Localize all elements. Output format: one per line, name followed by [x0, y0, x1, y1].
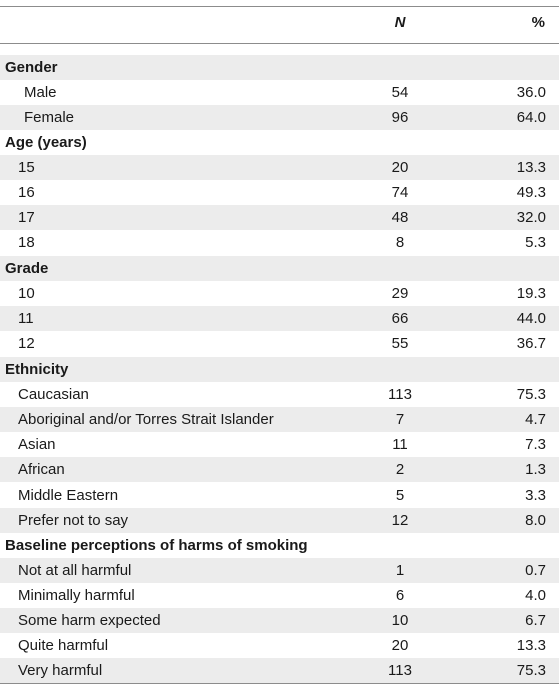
row-percent: 19.3	[516, 285, 546, 302]
section-header-row	[0, 55, 559, 80]
section-header-row	[0, 357, 559, 382]
table-row	[0, 281, 559, 306]
row-n: 55	[391, 335, 409, 352]
row-percent: 0.7	[525, 562, 546, 579]
row-percent: 49.3	[516, 184, 546, 201]
table-row	[0, 432, 559, 457]
row-label: 16	[18, 184, 35, 201]
row-percent: 36.0	[516, 84, 546, 101]
row-percent: 5.3	[525, 234, 546, 251]
row-percent: 4.7	[525, 411, 546, 428]
row-label: Asian	[18, 436, 56, 453]
row-label: Not at all harmful	[18, 562, 132, 579]
table-row	[0, 306, 559, 331]
row-percent: 75.3	[516, 662, 546, 679]
table-row	[0, 608, 559, 633]
table-row	[0, 80, 559, 105]
table-row	[0, 558, 559, 583]
table-row	[0, 180, 559, 205]
column-header-n: N	[394, 14, 406, 31]
row-label: Prefer not to say	[18, 512, 129, 529]
row-n: 96	[391, 109, 409, 126]
table-header-rule	[0, 43, 559, 44]
row-n: 48	[391, 209, 409, 226]
table-row	[0, 457, 559, 482]
table-row	[0, 155, 559, 180]
table-row	[0, 508, 559, 533]
row-label: 18	[18, 234, 35, 251]
row-n: 1	[395, 562, 405, 579]
section-header-row	[0, 256, 559, 281]
table-row	[0, 230, 559, 255]
table-top-rule	[0, 6, 559, 7]
table-row	[0, 407, 559, 432]
row-label: Caucasian	[18, 386, 89, 403]
row-n: 29	[391, 285, 409, 302]
section-title: Ethnicity	[5, 361, 69, 378]
table-row	[0, 382, 559, 407]
row-percent: 1.3	[525, 461, 546, 478]
row-n: 7	[395, 411, 405, 428]
row-n: 8	[395, 234, 405, 251]
table-row	[0, 633, 559, 658]
row-percent: 13.3	[516, 637, 546, 654]
row-n: 113	[388, 662, 412, 679]
section-header-row	[0, 130, 559, 155]
column-header-percent: %	[531, 14, 545, 31]
row-percent: 64.0	[516, 109, 546, 126]
row-n: 113	[388, 386, 412, 403]
row-n: 5	[395, 487, 405, 504]
row-label: 15	[18, 159, 35, 176]
section-title: Baseline perceptions of harms of smoking	[5, 537, 308, 554]
row-label: Male	[24, 84, 57, 101]
row-percent: 7.3	[525, 436, 546, 453]
row-label: African	[18, 461, 65, 478]
row-label: 10	[18, 285, 35, 302]
row-label: Very harmful	[18, 662, 103, 679]
row-n: 74	[391, 184, 409, 201]
table-row	[0, 105, 559, 130]
row-percent: 75.3	[516, 386, 546, 403]
table-bottom-rule	[0, 683, 559, 684]
row-n: 20	[391, 159, 409, 176]
row-n: 6	[395, 587, 405, 604]
table-row	[0, 205, 559, 230]
row-label: Some harm expected	[18, 612, 161, 629]
row-percent: 6.7	[525, 612, 546, 629]
row-label: 12	[18, 335, 35, 352]
section-title: Grade	[5, 260, 49, 277]
row-n: 2	[395, 461, 405, 478]
row-n: 20	[391, 637, 409, 654]
row-label: Minimally harmful	[18, 587, 135, 604]
row-label: Aboriginal and/or Torres Strait Islander	[18, 411, 274, 428]
row-label: Quite harmful	[18, 637, 109, 654]
row-label: 17	[18, 209, 35, 226]
row-percent: 13.3	[516, 159, 546, 176]
row-n: 10	[391, 612, 409, 629]
row-percent: 44.0	[516, 310, 546, 327]
row-percent: 32.0	[516, 209, 546, 226]
table-row	[0, 658, 559, 683]
table-row	[0, 483, 559, 508]
row-percent: 3.3	[525, 487, 546, 504]
row-percent: 4.0	[525, 587, 546, 604]
section-title: Age (years)	[5, 134, 87, 151]
section-header-row	[0, 533, 559, 558]
section-title: Gender	[5, 59, 58, 76]
row-n: 54	[391, 84, 409, 101]
row-label: Female	[24, 109, 75, 126]
row-label: 11	[18, 310, 34, 327]
row-n: 11	[392, 436, 408, 453]
row-n: 66	[391, 310, 409, 327]
table-row	[0, 583, 559, 608]
row-percent: 36.7	[516, 335, 546, 352]
table-row	[0, 331, 559, 356]
row-label: Middle Eastern	[18, 487, 119, 504]
row-percent: 8.0	[525, 512, 546, 529]
row-n: 12	[391, 512, 409, 529]
